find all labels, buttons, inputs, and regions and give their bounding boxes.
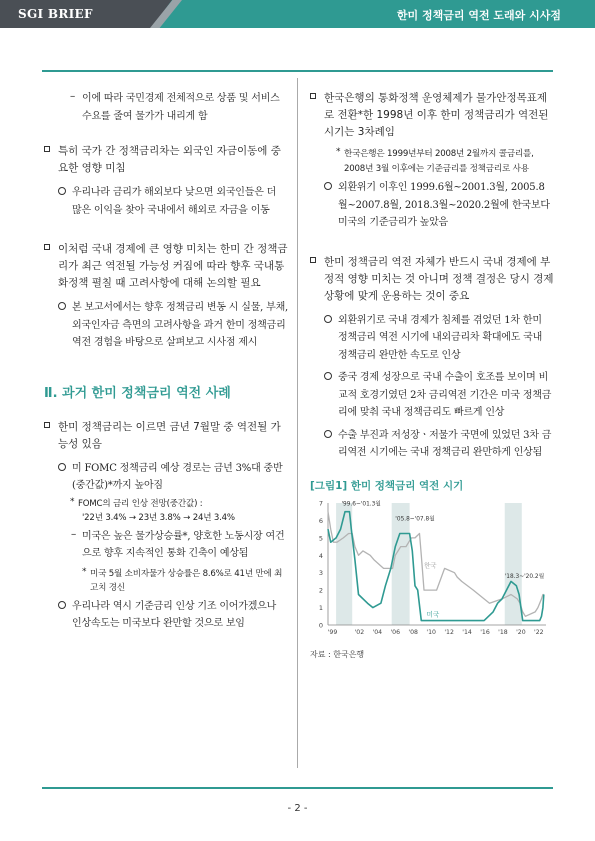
y-tick-label: 6 <box>318 516 323 525</box>
x-tick-label: '22 <box>534 628 544 636</box>
column-divider <box>297 78 298 768</box>
circle-bullet-icon <box>58 187 66 195</box>
x-tick-label: '14 <box>462 628 472 636</box>
bullet-text: 한국은행의 통화정책 운영체제가 물가안정목표제로 전환*한 1998년 이후 한미 정책금리가 역전된 시기는 3차례임 <box>324 92 549 138</box>
footnote: * FOMC의 금리 인상 전망(중간값) : '22년 3.4% → 23년 3.8% → 24년 3.4% <box>44 497 288 526</box>
dash-text: 미국은 높은 물가상승률*, 양호한 노동시장 여건으로 향후 지속적인 통화 긴축이 예상됨 <box>82 530 285 559</box>
square-bullet-icon <box>44 422 50 428</box>
footnote-text: 한국은행은 1999년부터 2008년 2월까지 콜금리를, 2008년 3월 이후에는 기준금리를 정책금리로 사용 <box>344 149 534 174</box>
circle-bullet-icon <box>324 182 332 190</box>
series-label: 미국 <box>426 609 440 618</box>
circle-item <box>310 369 554 422</box>
rate-chart <box>310 497 554 643</box>
circle-text: 외환위기 이후인 1999.6월~2001.3월, 2005.8월~2007.8월, 2018.3월~2020.2월에 한국보다 미국의 기준금리가 높았음 <box>338 182 550 228</box>
y-tick-label: 0 <box>318 621 323 629</box>
right-column <box>310 90 554 660</box>
dash-text: 이에 따라 국민경제 전체적으로 상품 및 서비스 수요를 줄여 물가가 내리게 함 <box>82 93 280 122</box>
x-tick-label: '04 <box>372 628 383 636</box>
inversion-label: '05.8~'07.8월 <box>395 515 435 522</box>
circle-item <box>44 598 288 633</box>
footnote-text: 미국 5월 소비자물가 상승률은 8.6%로 41년 만에 최고치 경신 <box>90 568 283 593</box>
circle-text: 중국 경제 성장으로 국내 수출이 호조를 보이며 비교적 호경기였던 2차 금리역전 기간은 미국 정책금리에 맞춰 국내 정책금리도 빠르게 인상 <box>338 372 552 418</box>
x-tick-label: '10 <box>426 628 436 636</box>
bullet-text: 특히 국가 간 정책금리차는 외국인 자금이동에 중요한 영향 미침 <box>58 145 281 174</box>
bullet-text: 한미 정책금리 역전 자체가 반드시 국내 경제에 부정적 영향 미치는 것 아니며 정책 결정은 당시 경제 상황에 맞게 운용하는 것이 중요 <box>324 255 554 302</box>
y-tick-label: 1 <box>318 603 323 612</box>
footnote: * 한국은행은 1999년부터 2008년 2월까지 콜금리를, 2008년 3월 이후에는 기준금리를 정책금리로 사용 <box>310 147 554 176</box>
circle-text: 본 보고서에서는 향후 정책금리 변동 시 실물, 부채, 외국인자금 측면의 고려사항을 과거 한미 정책금리 역전 경험을 바탕으로 살펴보고 시사점 제시 <box>72 302 289 348</box>
x-tick-label: '99 <box>327 628 338 636</box>
circle-bullet-icon <box>58 601 66 609</box>
circle-item <box>44 460 288 495</box>
circle-bullet-icon <box>324 315 332 323</box>
circle-bullet-icon <box>58 302 66 310</box>
bullet-text: 이처럼 국내 경제에 큰 영향 미치는 한미 간 정책금리가 최근 역전될 가능성 커짐에 따라 향후 국내통화정책 펼칠 때 고려사항에 대해 논의할 필요 <box>58 243 288 289</box>
bullet-text: 한미 정책금리는 이르면 금년 7월말 중 역전될 가능성 있음 <box>58 420 281 450</box>
circle-bullet-icon <box>58 463 66 471</box>
left-column <box>44 90 288 633</box>
bullet-item <box>310 90 554 141</box>
y-tick-label: 7 <box>318 499 323 507</box>
dash-item: – 미국은 높은 물가상승률*, 양호한 노동시장 여건으로 향후 지속적인 통화 긴축이 예상됨 <box>44 528 288 563</box>
inversion-band <box>505 503 522 625</box>
y-tick-label: 3 <box>318 568 323 577</box>
square-bullet-icon <box>44 244 50 250</box>
footnote-text: '22년 3.4% → 23년 3.8% → 24년 3.4% <box>82 513 235 523</box>
circle-text: 외환위기로 국내 경제가 침체를 겪었던 1차 한미 정책금리 역전 시기에 내외금리차 확대에도 국내 정책금리 완만한 속도로 인상 <box>338 314 543 361</box>
circle-item <box>310 179 554 232</box>
footnote: * 미국 5월 소비자물가 상승률은 8.6%로 41년 만에 최고치 경신 <box>44 567 288 596</box>
series-label: 한국 <box>423 560 437 569</box>
circle-bullet-icon <box>324 372 332 380</box>
inversion-label: '18.3~'20.2월 <box>504 573 545 580</box>
x-tick-label: '06 <box>390 628 401 636</box>
section-heading: Ⅱ. 과거 한미 정책금리 역전 사례 <box>44 385 231 401</box>
figure-title: [그림1] 한미 정책금리 역전 시기 <box>310 479 464 492</box>
circle-text: 우리나라 금리가 해외보다 낮으면 외국인들은 더 많은 이익을 찾아 국내에서 해외로 자금을 이동 <box>72 187 277 216</box>
square-bullet-icon <box>310 257 316 263</box>
figure-source: 자료 : 한국은행 <box>310 649 365 659</box>
x-tick-label: '20 <box>516 628 526 636</box>
inversion-label: '99.6~'01.3월 <box>341 501 381 508</box>
x-tick-label: '08 <box>408 628 419 636</box>
page-number: - 2 - <box>287 803 308 814</box>
y-tick-label: 5 <box>318 533 323 542</box>
circle-item <box>44 184 288 219</box>
bullet-item <box>44 143 288 177</box>
bullet-item <box>44 241 288 292</box>
circle-text: 수출 부진과 저성장ㆍ저물가 국면에 있었던 3차 금리역전 시기에는 국내 정책금리 완만하게 인상됨 <box>338 429 552 458</box>
footnote-text: FOMC의 금리 인상 전망(중간값) : <box>78 498 203 509</box>
x-tick-label: '02 <box>354 628 365 636</box>
y-tick-label: 2 <box>318 586 323 595</box>
dash-item: – 이에 따라 국민경제 전체적으로 상품 및 서비스 수요를 줄여 물가가 내리게 함 <box>70 90 288 125</box>
x-tick-label: '12 <box>444 628 454 636</box>
document-title: 한미 정책금리 역전 도래와 시사점 <box>396 9 561 22</box>
x-tick-label: '16 <box>480 628 490 636</box>
circle-text: 우리나라 역시 기준금리 인상 기조 이어가겠으나 인상속도는 미국보다 완만할 것으로 보임 <box>72 600 277 629</box>
circle-item <box>310 312 554 365</box>
brand-name: SGI BRIEF <box>18 7 93 21</box>
bullet-item <box>44 419 288 453</box>
bottom-rule <box>42 787 553 789</box>
square-bullet-icon <box>44 146 50 152</box>
top-rule <box>42 70 553 72</box>
circle-item <box>310 427 554 462</box>
circle-item <box>44 299 288 352</box>
x-tick-label: '18 <box>498 628 508 636</box>
circle-text: 미 FOMC 정책금리 예상 경로는 금년 3%대 중반(중간값)*까지 높아짐 <box>72 462 283 491</box>
bullet-item <box>310 254 554 305</box>
circle-bullet-icon <box>324 430 332 438</box>
square-bullet-icon <box>310 93 316 99</box>
y-tick-label: 4 <box>318 551 323 560</box>
